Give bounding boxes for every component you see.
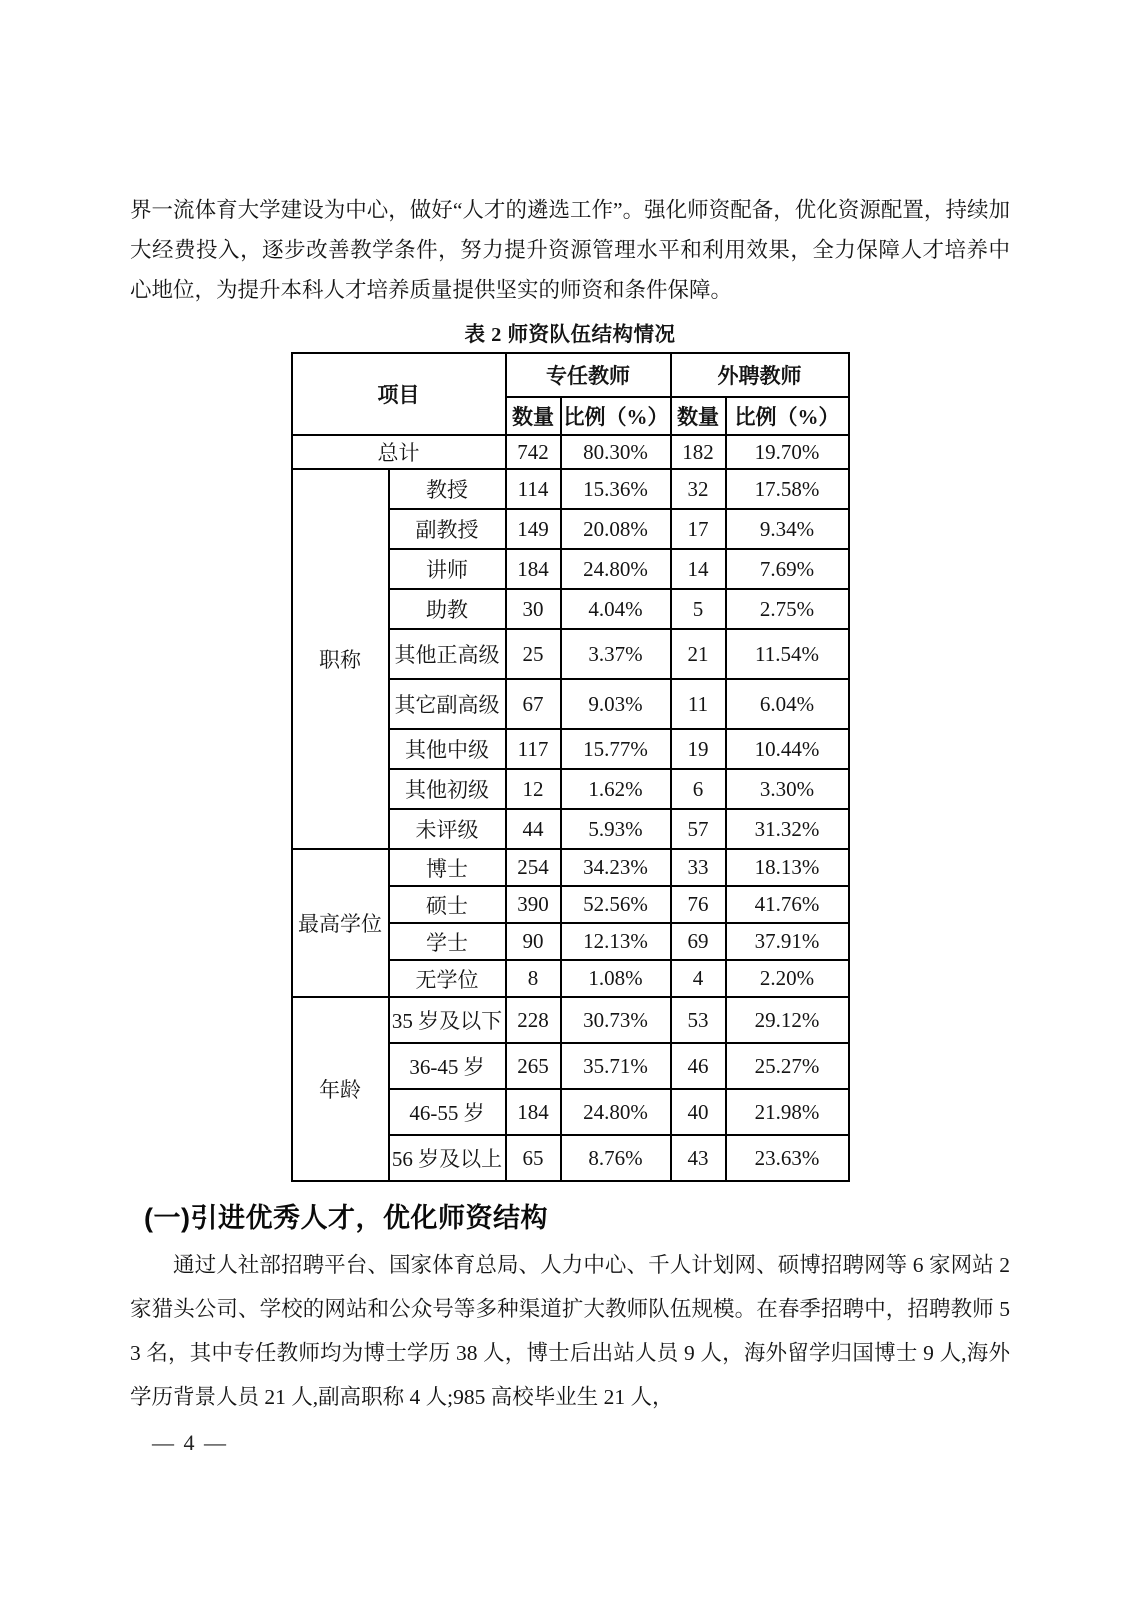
row-label: 其它副高级: [389, 679, 506, 729]
cell-value: 76: [671, 886, 726, 923]
cell-value: 43: [671, 1135, 726, 1181]
row-label: 博士: [389, 849, 506, 886]
cell-value: 25.27%: [726, 1043, 849, 1089]
table-caption: 表 2 师资队伍结构情况: [464, 324, 676, 346]
cell-value: 117: [506, 729, 561, 769]
cell-value: 182: [671, 435, 726, 469]
cell-value: 15.36%: [561, 469, 671, 509]
group-label: 职称: [292, 469, 389, 849]
cell-value: 254: [506, 849, 561, 886]
cell-value: 149: [506, 509, 561, 549]
row-label: 35 岁及以下: [389, 997, 506, 1043]
row-label: 其他正高级: [389, 629, 506, 679]
cell-value: 21: [671, 629, 726, 679]
cell-value: 31.32%: [726, 809, 849, 849]
cell-value: 32: [671, 469, 726, 509]
cell-value: 19.70%: [726, 435, 849, 469]
cell-value: 265: [506, 1043, 561, 1089]
cell-value: 184: [506, 549, 561, 589]
cell-value: 53: [671, 997, 726, 1043]
cell-value: 228: [506, 997, 561, 1043]
cell-value: 114: [506, 469, 561, 509]
cell-value: 24.80%: [561, 1089, 671, 1135]
cell-value: 80.30%: [561, 435, 671, 469]
cell-value: 5: [671, 589, 726, 629]
cell-value: 37.91%: [726, 923, 849, 960]
row-label: 其他初级: [389, 769, 506, 809]
cell-value: 12: [506, 769, 561, 809]
row-label: 56 岁及以上: [389, 1135, 506, 1181]
section-heading: (一)引进优秀人才，优化师资结构: [144, 1203, 548, 1233]
cell-value: 30: [506, 589, 561, 629]
cell-value: 8.76%: [561, 1135, 671, 1181]
group-label: 最高学位: [292, 849, 389, 997]
cell-value: 1.08%: [561, 960, 671, 997]
cell-value: 29.12%: [726, 997, 849, 1043]
cell-value: 35.71%: [561, 1043, 671, 1089]
body-paragraph: 通过人社部招聘平台、国家体育总局、人力中心、千人计划网、硕博招聘网等 6 家网站 2 家猎头公司、学校的网站和公众号等多种渠道扩大教师队伍规模。在春季招聘中，招聘教师 53 名，其中专任教师均为博士学历 38 人，博士后出站人员 9 人，海外留学归国博士 9 人,海外学历背景人员 21 人,副高职称 4 人;985 高校毕业生 21 人，: [130, 1253, 1010, 1409]
cell-value: 184: [506, 1089, 561, 1135]
header-count-external: 数量: [671, 397, 726, 435]
cell-value: 4.04%: [561, 589, 671, 629]
page-number: — 4 —: [152, 1430, 228, 1455]
cell-value: 2.20%: [726, 960, 849, 997]
header-ratio-fulltime: 比例（%）: [561, 397, 671, 435]
cell-value: 44: [506, 809, 561, 849]
cell-value: 15.77%: [561, 729, 671, 769]
cell-value: 57: [671, 809, 726, 849]
cell-value: 9.03%: [561, 679, 671, 729]
row-label: 其他中级: [389, 729, 506, 769]
cell-value: 7.69%: [726, 549, 849, 589]
header-ratio-external: 比例（%）: [726, 397, 849, 435]
row-label: 教授: [389, 469, 506, 509]
row-label: 学士: [389, 923, 506, 960]
cell-value: 41.76%: [726, 886, 849, 923]
table-row: [292, 469, 849, 509]
row-label: 硕士: [389, 886, 506, 923]
cell-value: 52.56%: [561, 886, 671, 923]
cell-value: 4: [671, 960, 726, 997]
row-label: 未评级: [389, 809, 506, 849]
cell-value: 19: [671, 729, 726, 769]
cell-value: 46: [671, 1043, 726, 1089]
cell-value: 390: [506, 886, 561, 923]
cell-value: 20.08%: [561, 509, 671, 549]
cell-value: 67: [506, 679, 561, 729]
cell-value: 10.44%: [726, 729, 849, 769]
total-label: 总计: [292, 435, 506, 469]
cell-value: 14: [671, 549, 726, 589]
table-row-total: [292, 435, 849, 469]
cell-value: 2.75%: [726, 589, 849, 629]
cell-value: 34.23%: [561, 849, 671, 886]
header-external-teachers: 外聘教师: [671, 353, 849, 397]
cell-value: 30.73%: [561, 997, 671, 1043]
header-count-fulltime: 数量: [506, 397, 561, 435]
cell-value: 18.13%: [726, 849, 849, 886]
table-header: [292, 353, 849, 435]
intro-paragraph: 界一流体育大学建设为中心，做好“人才的遴选工作”。强化师资配备，优化资源配置，持续加大经费投入，逐步改善教学条件，努力提升资源管理水平和利用效果，全力保障人才培养中心地位，为提升本科人才培养质量提供坚实的师资和条件保障。: [130, 198, 1010, 302]
cell-value: 25: [506, 629, 561, 679]
row-label: 副教授: [389, 509, 506, 549]
cell-value: 742: [506, 435, 561, 469]
header-fulltime-teachers: 专任教师: [506, 353, 671, 397]
cell-value: 90: [506, 923, 561, 960]
cell-value: 23.63%: [726, 1135, 849, 1181]
cell-value: 5.93%: [561, 809, 671, 849]
table-row: [292, 997, 849, 1043]
cell-value: 6.04%: [726, 679, 849, 729]
row-label: 讲师: [389, 549, 506, 589]
row-label: 46-55 岁: [389, 1089, 506, 1135]
table-body: [292, 435, 849, 1181]
cell-value: 24.80%: [561, 549, 671, 589]
cell-value: 3.37%: [561, 629, 671, 679]
cell-value: 11.54%: [726, 629, 849, 679]
cell-value: 6: [671, 769, 726, 809]
cell-value: 1.62%: [561, 769, 671, 809]
row-label: 36-45 岁: [389, 1043, 506, 1089]
table-row: [292, 849, 849, 886]
table-header-row-1: [292, 353, 849, 397]
cell-value: 11: [671, 679, 726, 729]
cell-value: 65: [506, 1135, 561, 1181]
cell-value: 9.34%: [726, 509, 849, 549]
cell-value: 12.13%: [561, 923, 671, 960]
cell-value: 21.98%: [726, 1089, 849, 1135]
cell-value: 3.30%: [726, 769, 849, 809]
row-label: 助教: [389, 589, 506, 629]
row-label: 无学位: [389, 960, 506, 997]
cell-value: 40: [671, 1089, 726, 1135]
cell-value: 69: [671, 923, 726, 960]
cell-value: 8: [506, 960, 561, 997]
cell-value: 33: [671, 849, 726, 886]
header-item: 项目: [292, 353, 506, 435]
faculty-structure-table: [291, 352, 850, 1182]
cell-value: 17.58%: [726, 469, 849, 509]
cell-value: 17: [671, 509, 726, 549]
group-label: 年龄: [292, 997, 389, 1181]
